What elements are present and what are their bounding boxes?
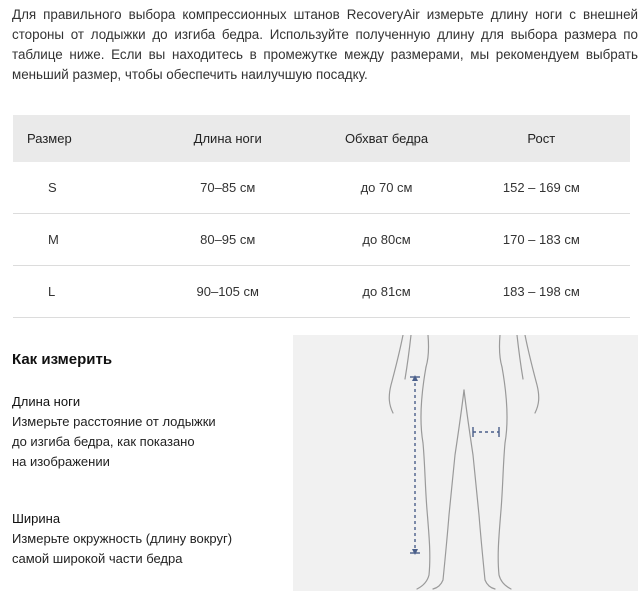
- cell-leg-length: 80–95 см: [135, 214, 320, 266]
- width-line: самой широкой части бедра: [12, 551, 183, 566]
- leg-length-instructions: [12, 392, 252, 472]
- cell-height: 170 – 183 см: [453, 214, 630, 266]
- cell-hip-girth: до 70 см: [320, 162, 452, 214]
- cell-size: L: [13, 266, 135, 318]
- how-to-measure-title: Как измерить: [12, 351, 113, 368]
- width-heading: Ширина: [12, 511, 61, 526]
- leg-length-line: на изображении: [12, 454, 110, 469]
- table-row: [13, 214, 630, 266]
- cell-height: 152 – 169 см: [453, 162, 630, 214]
- table-header-row: [13, 115, 630, 162]
- body-outline-icon: [293, 335, 638, 591]
- header-height: Рост: [453, 115, 630, 162]
- cell-height: 183 – 198 см: [453, 266, 630, 318]
- cell-size: M: [13, 214, 135, 266]
- header-size: Размер: [13, 115, 135, 162]
- header-hip-girth: Обхват бедра: [320, 115, 452, 162]
- width-instructions: [12, 509, 272, 569]
- cell-hip-girth: до 80см: [320, 214, 452, 266]
- width-line: Измерьте окружность (длину вокруг): [12, 531, 233, 546]
- table-row: [13, 266, 630, 318]
- header-leg-length: Длина ноги: [135, 115, 320, 162]
- cell-leg-length: 70–85 см: [135, 162, 320, 214]
- leg-length-line: до изгиба бедра, как показано: [12, 434, 195, 449]
- cell-hip-girth: до 81см: [320, 266, 452, 318]
- size-table: [13, 115, 630, 318]
- table-row: [13, 162, 630, 214]
- cell-size: S: [13, 162, 135, 214]
- leg-length-line: Измерьте расстояние от лодыжки: [12, 414, 216, 429]
- cell-leg-length: 90–105 см: [135, 266, 320, 318]
- intro-text: Для правильного выбора компрессионных штанов RecoveryAir измерьте длину ноги с внешней стороны от лодыжки до изгиба бедра. Используйте полученную длину для выбора размера по таблице ниже. Если вы находитесь в промежутке между размерами, мы рекомендуем выбрать меньший размер, чтобы обеспечить наилучшую посадку.: [12, 7, 638, 82]
- leg-length-heading: Длина ноги: [12, 394, 81, 409]
- measurement-figure: [293, 335, 638, 591]
